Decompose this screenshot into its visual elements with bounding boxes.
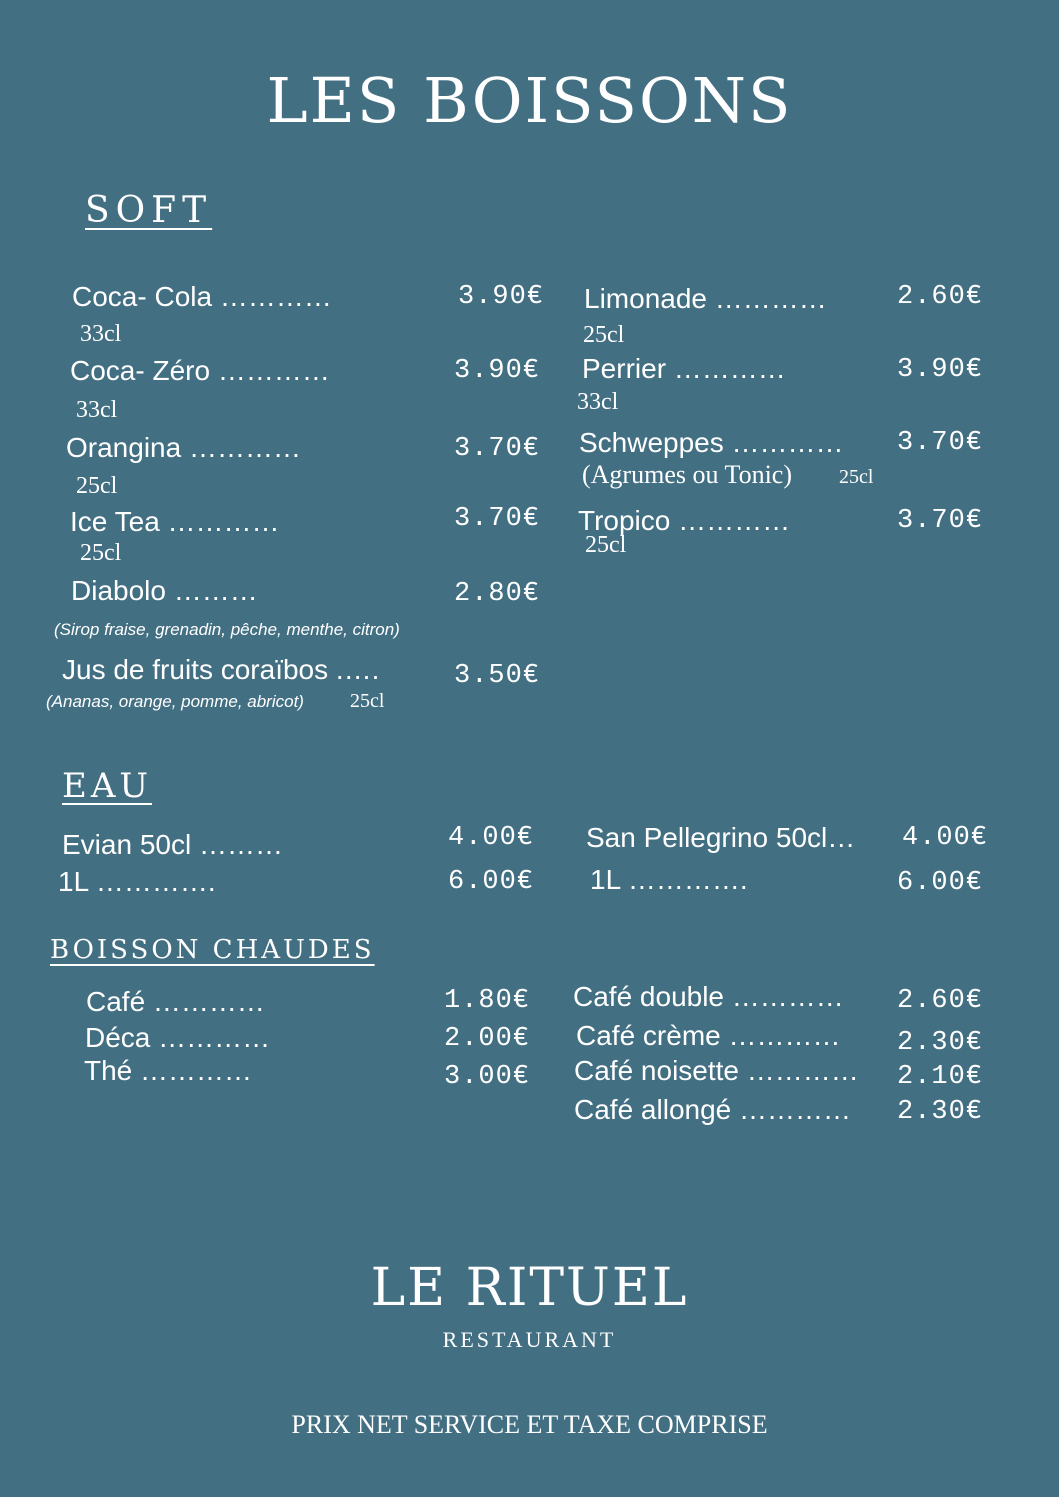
soft-item-name: Perrier ………… bbox=[582, 353, 786, 384]
section-title-eau: EAU bbox=[62, 766, 153, 806]
chaudes-item-price: 3.00€ bbox=[444, 1062, 531, 1092]
chaudes-item-price: 1.80€ bbox=[444, 986, 531, 1016]
chaudes-item-price: 2.60€ bbox=[897, 986, 984, 1016]
soft-item-price: 3.70€ bbox=[897, 428, 984, 458]
soft-item-volume: 25cl bbox=[80, 540, 122, 566]
soft-item-volume: 25cl bbox=[76, 473, 118, 499]
soft-item-name: Schweppes ………… bbox=[579, 427, 844, 458]
chaudes-item-price: 2.30€ bbox=[897, 1028, 984, 1058]
section-title-chaudes: BOISSON CHAUDES bbox=[50, 935, 375, 965]
soft-item-price: 3.70€ bbox=[454, 434, 541, 464]
restaurant-logo-name: LE RITUEL bbox=[370, 1258, 689, 1318]
chaudes-item-name: Café ………… bbox=[86, 986, 265, 1017]
eau-item-price: 4.00€ bbox=[448, 823, 535, 853]
chaudes-item-price: 2.30€ bbox=[897, 1097, 984, 1127]
chaudes-item-name: Café noisette ………… bbox=[574, 1055, 859, 1086]
soft-item-price: 2.60€ bbox=[897, 282, 984, 312]
soft-item-volume: 33cl bbox=[80, 321, 122, 347]
soft-item-volume: 25cl bbox=[350, 690, 385, 712]
soft-item-price: 3.50€ bbox=[454, 661, 541, 691]
eau-item-name: Evian 50cl ……… bbox=[62, 829, 283, 860]
chaudes-item-name: Café crème ………… bbox=[576, 1020, 841, 1051]
chaudes-item-name: Thé ………… bbox=[84, 1055, 253, 1086]
restaurant-logo-subtitle: RESTAURANT bbox=[442, 1327, 617, 1352]
footer-note: PRIX NET SERVICE ET TAXE COMPRISE bbox=[291, 1410, 768, 1439]
chaudes-item-price: 2.10€ bbox=[897, 1062, 984, 1092]
soft-item-name: Ice Tea ………… bbox=[70, 506, 280, 537]
soft-item-volume: 33cl bbox=[76, 397, 118, 423]
eau-item-name: San Pellegrino 50cl… bbox=[586, 822, 856, 853]
eau-item-price: 6.00€ bbox=[448, 867, 535, 897]
soft-item-price: 2.80€ bbox=[454, 579, 541, 609]
soft-item-volume: 25cl bbox=[839, 466, 874, 488]
eau-item-name: 1L …………. bbox=[590, 864, 748, 895]
section-title-soft: SOFT bbox=[85, 190, 213, 231]
soft-item-name: Coca- Zéro ………… bbox=[70, 355, 330, 386]
soft-item-price: 3.90€ bbox=[897, 355, 984, 385]
eau-item-name: 1L …………. bbox=[58, 866, 216, 897]
soft-item-name: Jus de fruits coraïbos .…. bbox=[62, 654, 380, 685]
soft-item-price: 3.90€ bbox=[454, 356, 541, 386]
soft-item-volume: 25cl bbox=[585, 532, 627, 558]
soft-item-note: (Ananas, orange, pomme, abricot) bbox=[46, 692, 304, 711]
page-title: LES BOISSONS bbox=[266, 64, 793, 137]
soft-item-price: 3.70€ bbox=[454, 504, 541, 534]
soft-item-note: (Sirop fraise, grenadin, pêche, menthe, citron) bbox=[54, 620, 400, 639]
eau-item-price: 4.00€ bbox=[902, 823, 989, 853]
soft-item-name: Orangina ………… bbox=[66, 432, 301, 463]
soft-item-name: Diabolo ……… bbox=[71, 575, 258, 606]
eau-item-price: 6.00€ bbox=[897, 868, 984, 898]
chaudes-item-name: Déca ………… bbox=[85, 1022, 271, 1053]
chaudes-item-price: 2.00€ bbox=[444, 1024, 531, 1054]
soft-item-name: Coca- Cola ………… bbox=[72, 281, 332, 312]
soft-item-volume: 25cl bbox=[583, 322, 625, 348]
chaudes-item-name: Café allongé ………… bbox=[574, 1094, 852, 1125]
soft-item-price: 3.90€ bbox=[458, 282, 545, 312]
soft-item-price: 3.70€ bbox=[897, 506, 984, 536]
soft-item-volume: 33cl bbox=[577, 389, 619, 415]
chaudes-item-name: Café double ………… bbox=[573, 981, 844, 1012]
soft-item-name: Tropico ………… bbox=[578, 505, 791, 536]
soft-item-note: (Agrumes ou Tonic) bbox=[582, 460, 792, 489]
soft-item-name: Limonade ………… bbox=[584, 283, 827, 314]
